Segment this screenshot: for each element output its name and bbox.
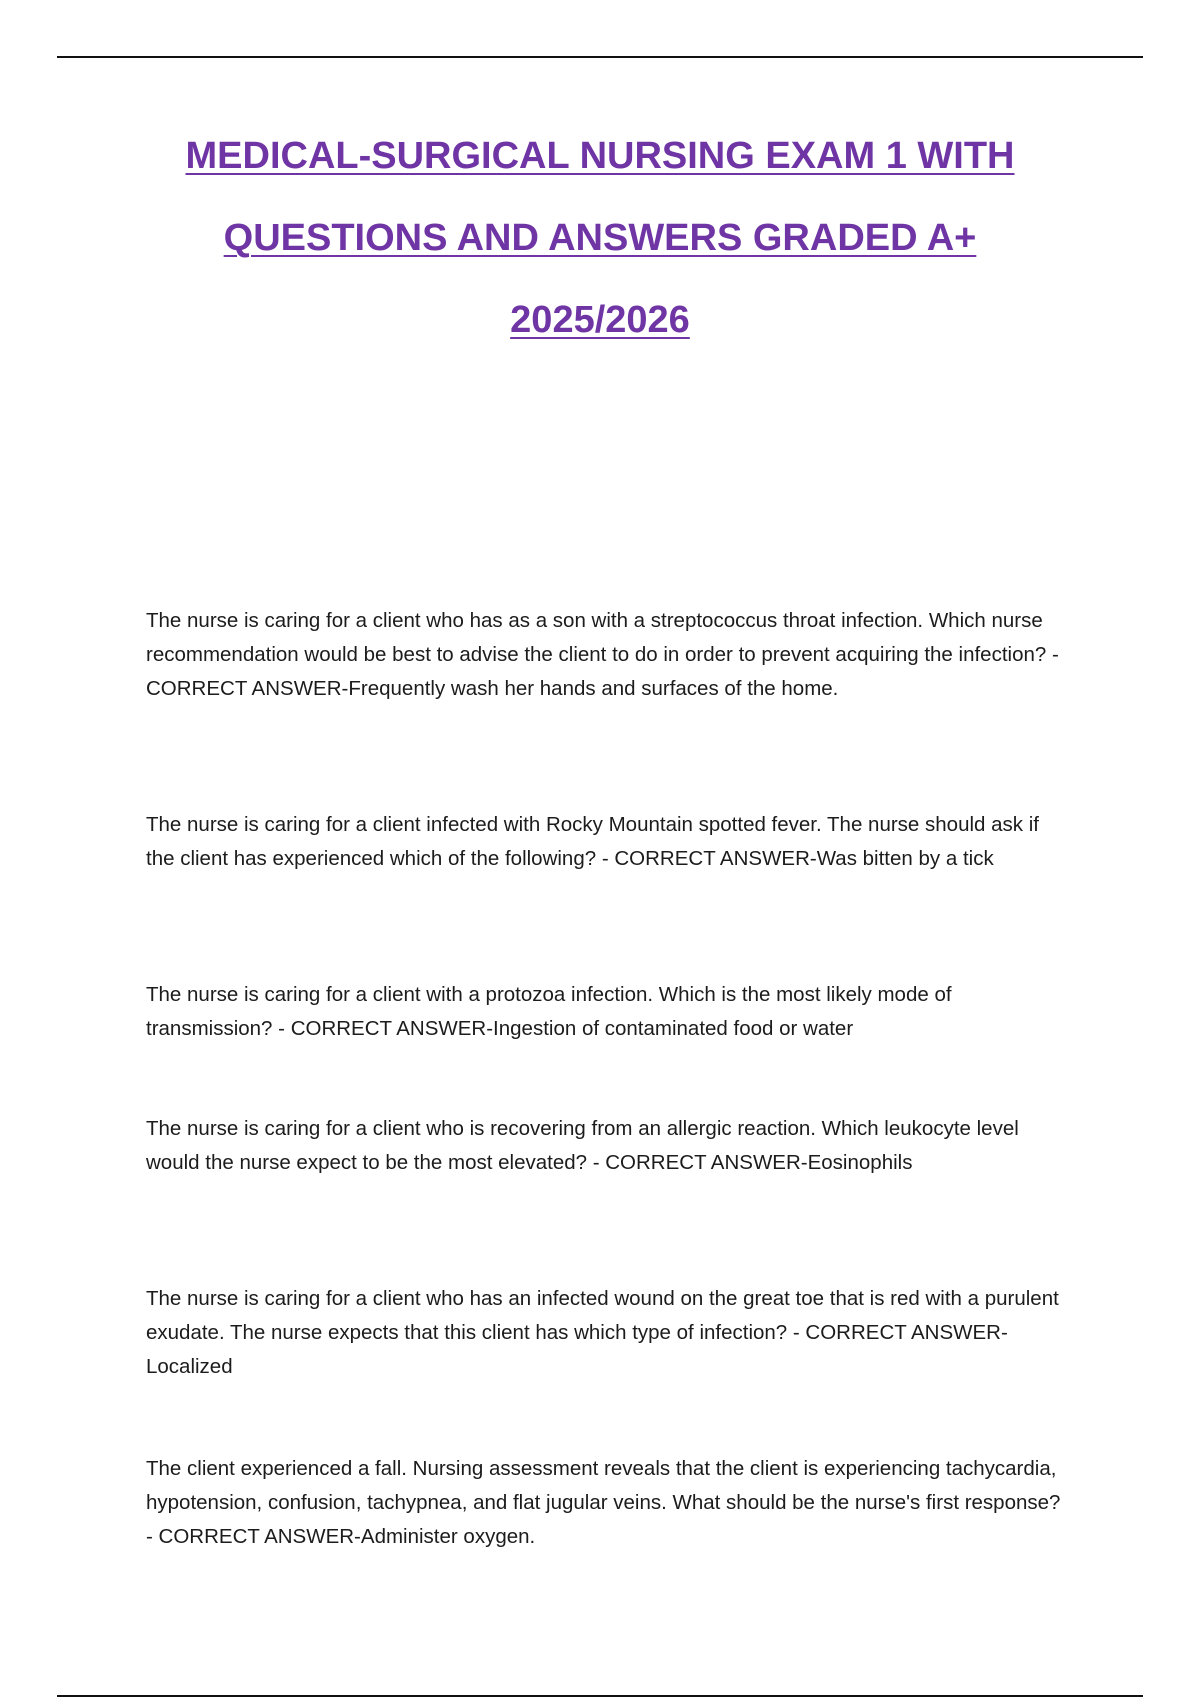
qa-item [146, 1282, 1066, 1384]
separator: - [596, 847, 615, 870]
answer-text: Was bitten by a tick [816, 847, 994, 870]
qa-item [146, 808, 1066, 876]
answer-label: CORRECT ANSWER- [290, 1017, 494, 1040]
separator: - [587, 1151, 606, 1174]
answer-label: CORRECT ANSWER- [146, 677, 349, 700]
answer-label: CORRECT ANSWER- [805, 1321, 1008, 1344]
separator: - [787, 1321, 806, 1344]
question-text: The nurse is caring for a client who has as a son with a streptococcus throat infection. Which nurse recommendation would be best to advise the client to do in order to prevent acquiring the infection? [146, 609, 1047, 666]
top-rule [57, 56, 1143, 58]
answer-label: CORRECT ANSWER- [614, 847, 817, 870]
qa-item [146, 1452, 1066, 1554]
title-line-2: QUESTIONS AND ANSWERS GRADED A+ [223, 217, 977, 259]
separator: - [146, 1525, 159, 1548]
question-text: The nurse is caring for a client who has an infected wound on the great toe that is red with a purulent exudate. The nurse expects that this client has which type of infection? [146, 1287, 1059, 1344]
answer-text: Administer oxygen. [360, 1525, 536, 1548]
separator: - [1046, 643, 1059, 666]
question-text: The nurse is caring for a client infected with Rocky Mountain spotted fever. The nurse should ask if the client has experienced which of the following? [146, 813, 1039, 870]
separator: - [272, 1017, 291, 1040]
answer-label: CORRECT ANSWER- [605, 1151, 808, 1174]
answer-label: CORRECT ANSWER- [158, 1525, 361, 1548]
question-text: The client experienced a fall. Nursing assessment reveals that the client is experiencing tachycardia, hypotension, confusion, tachypnea, and flat jugular veins. What should be the nurse's first response? [146, 1457, 1061, 1514]
qa-item [146, 978, 1066, 1046]
answer-text: Frequently wash her hands and surfaces of the home. [348, 677, 839, 700]
answer-text: Eosinophils [807, 1151, 913, 1174]
question-text: The nurse is caring for a client with a protozoa infection. Which is the most likely mode of transmission? [146, 983, 952, 1040]
qa-item [146, 604, 1066, 706]
bottom-rule [57, 1695, 1143, 1697]
answer-text: Ingestion of contaminated food or water [493, 1017, 854, 1040]
qa-item [146, 1112, 1066, 1180]
question-text: The nurse is caring for a client who is recovering from an allergic reaction. Which leukocyte level would the nurse expect to be the most elevated? [146, 1117, 1019, 1174]
document-title [0, 136, 1200, 382]
title-line-1: MEDICAL-SURGICAL NURSING EXAM 1 WITH [185, 135, 1015, 177]
answer-text: Localized [146, 1355, 233, 1378]
title-line-3: 2025/2026 [510, 299, 690, 341]
